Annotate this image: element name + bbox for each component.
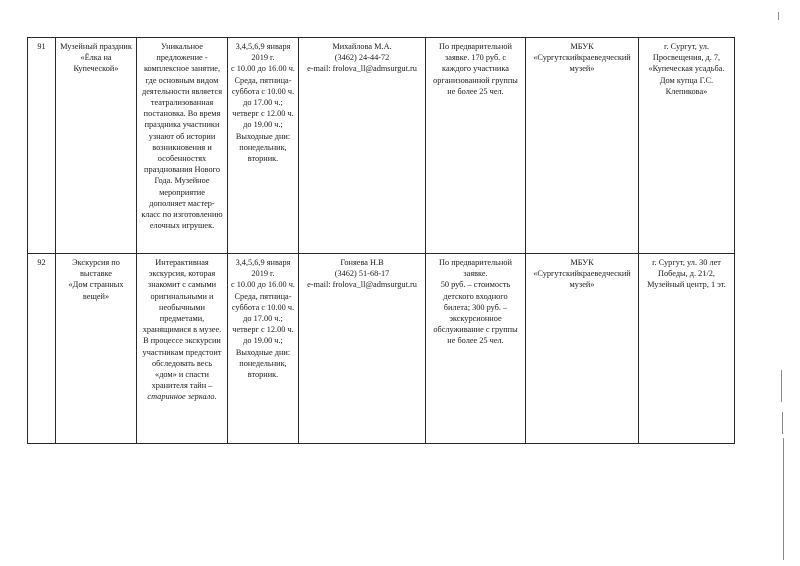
events-table [27, 37, 735, 444]
cell-contact: Гоняева Н.В (3462) 51-68-17 e-mail: frolova_ll@admsurgut.ru [299, 254, 426, 444]
table-row [28, 254, 735, 444]
cell-organizer: МБУК «Сургутскийкраеведческий музей» [526, 38, 639, 254]
cell-contact: Михайлова М.А. (3462) 24-44-72 e-mail: frolova_ll@admsurgut.ru [299, 38, 426, 254]
contact-email: e-mail: frolova_ll@admsurgut.ru [307, 64, 417, 74]
cell-address: г. Сургут, ул. Просвещения, д. 7, «Купеческая усадьба. Дом купца Г.С. Клепикова» [639, 38, 735, 254]
cell-name: Музейный праздник «Ёлка на Купеческой» [56, 38, 137, 254]
table-row [28, 38, 735, 254]
cell-organizer: МБУК «Сургутскийкраеведческий музей» [526, 254, 639, 444]
scan-edge-mark [781, 370, 782, 402]
cell-address: г. Сургут, ул. 30 лет Победы, д. 21/2, Музейный центр, 1 эт. [639, 254, 735, 444]
cell-description: Уникальное предложение - комплексное занятие, где основным видом деятельности является театрализованная постановка. Во время праздника участники узнают об истории возникновения и особенностях празднования Нового Года. Музейное мероприятие дополняет мастер- класс по изготовлению елочных игрушек. [137, 38, 228, 254]
cell-schedule: 3,4,5,6,9 января 2019 г. с 10.00 до 16.00 ч. Среда, пятница- суббота с 10.00 ч. до 17.00 ч.; четверг с 12.00 ч. до 19.00 ч.; Выходные дни: понедельник, вторник. [228, 254, 299, 444]
cell-price: По предварительной заявке. 50 руб. – стоимость детского входного билета; 300 руб. – экскурсионное обслуживание с группы не более 25 чел. [426, 254, 526, 444]
cell-number: 91 [28, 38, 56, 254]
cell-schedule: 3,4,5,6,9 января 2019 г. с 10.00 до 16.00 ч. Среда, пятница- суббота с 10.00 ч. до 17.00 ч.; четверг с 12.00 ч. до 19.00 ч.; Выходные дни: понедельник, вторник. [228, 38, 299, 254]
scan-edge-mark [778, 12, 779, 20]
cell-description: Интерактивная экскурсия, которая знакомит с самыми оригинальными и необычными предметами, хранящимися в музее. В процессе экскурсии участникам предстоит обследовать весь «дом» и спасти хранителя тайн – старинное зеркало. [137, 254, 228, 444]
cell-price: По предварительной заявке. 170 руб. с каждого участника организованной группы не более 25 чел. [426, 38, 526, 254]
cell-name: Экскурсия по выставке «Дом странных вещей» [56, 254, 137, 444]
scan-edge-mark [782, 412, 783, 434]
scan-edge-mark [783, 438, 784, 560]
contact-email: e-mail: frolova_ll@admsurgut.ru [307, 280, 417, 290]
cell-number: 92 [28, 254, 56, 444]
